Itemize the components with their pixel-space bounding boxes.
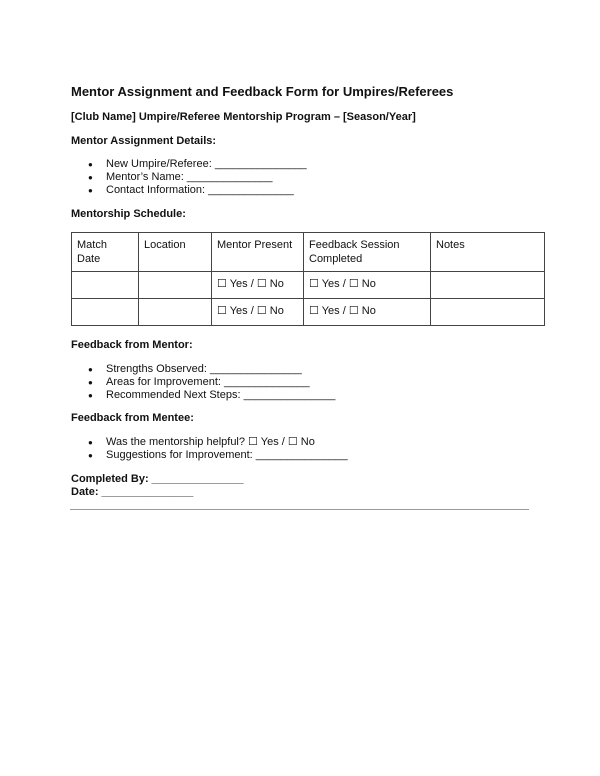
mentee-feedback-heading: Feedback from Mentee:: [71, 412, 194, 424]
divider: [70, 509, 529, 510]
column-header-match-date: Match Date: [72, 233, 139, 272]
schedule-heading: Mentorship Schedule:: [71, 208, 186, 220]
table-row: [72, 272, 545, 299]
page-title: Mentor Assignment and Feedback Form for Umpires/Referees: [71, 84, 454, 99]
list-item: ● Strengths Observed: _______________: [71, 363, 335, 376]
match-date-cell[interactable]: [72, 272, 139, 299]
list-item: ● Was the mentorship helpful? ☐ Yes / ☐ No: [71, 436, 348, 449]
location-cell[interactable]: [139, 272, 212, 299]
feedback-session-cell[interactable]: ☐ Yes / ☐ No: [304, 272, 431, 299]
list-item: ● Areas for Improvement: ______________: [71, 376, 335, 389]
program-subtitle: [Club Name] Umpire/Referee Mentorship Program – [Season/Year]: [71, 111, 416, 123]
table-row: [72, 299, 545, 326]
match-date-cell[interactable]: [72, 299, 139, 326]
mentor-present-cell[interactable]: ☐ Yes / ☐ No: [212, 272, 304, 299]
assignment-heading: Mentor Assignment Details:: [71, 135, 217, 147]
feedback-session-cell[interactable]: ☐ Yes / ☐ No: [304, 299, 431, 326]
list-item: ● New Umpire/Referee: _______________: [71, 158, 307, 171]
table-header-row: [72, 233, 545, 272]
list-item: ● Contact Information: ______________: [71, 184, 307, 197]
column-header-feedback-session: Feedback Session Completed: [304, 233, 431, 272]
completed-by-line: Completed By: _______________: [71, 473, 244, 485]
assignment-list: [71, 158, 307, 197]
list-item: ● Recommended Next Steps: _______________: [71, 389, 335, 402]
column-header-notes: Notes: [431, 233, 545, 272]
location-cell[interactable]: [139, 299, 212, 326]
column-header-location: Location: [139, 233, 212, 272]
notes-cell[interactable]: [431, 272, 545, 299]
list-item: ● Suggestions for Improvement: _______________: [71, 449, 348, 462]
mentor-feedback-list: [71, 363, 335, 402]
schedule-table: [71, 232, 545, 326]
notes-cell[interactable]: [431, 299, 545, 326]
mentee-feedback-list: [71, 436, 348, 462]
date-line: Date: _______________: [71, 486, 194, 498]
mentor-present-cell[interactable]: ☐ Yes / ☐ No: [212, 299, 304, 326]
mentor-feedback-heading: Feedback from Mentor:: [71, 339, 193, 351]
column-header-mentor-present: Mentor Present: [212, 233, 304, 272]
list-item: ● Mentor’s Name: ______________: [71, 171, 307, 184]
